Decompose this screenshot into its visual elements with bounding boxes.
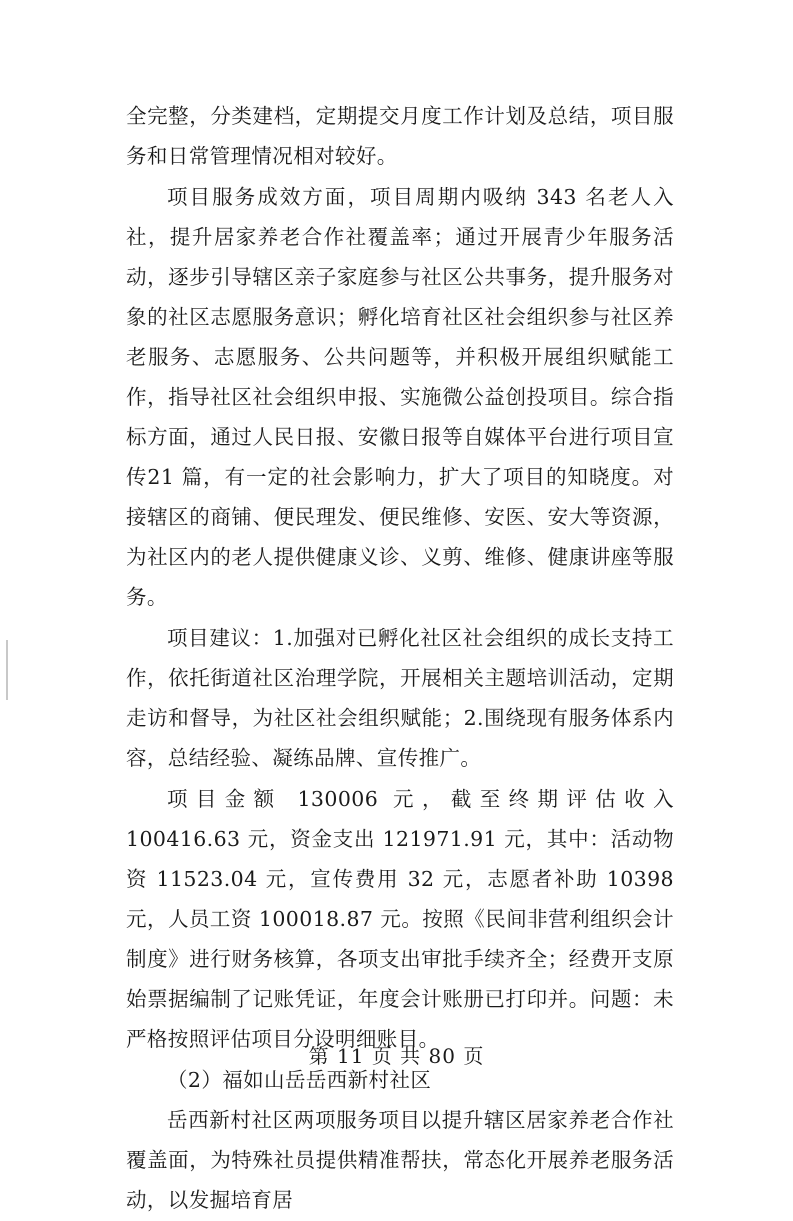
paragraph-continued: 全完整，分类建档，定期提交月度工作计划及总结，项目服务和日常管理情况相对较好。 (126, 104, 674, 168)
page-number-footer: 第 11 页 共 80 页 (308, 1044, 485, 1068)
paragraph-finance: 项目金额 130006 元，截至终期评估收入 100416.63 元，资金支出 121971.91 元，其中：活动物资 11523.04 元，宣传费用 32 元，志愿者补助 10398 元，人员工资 100018.87 元。按照《民间非营利组织会计制度》进行财务核算，各项支出审批手续齐全；经费开支原始票据编制了记账凭证，年度会计账册已打印并。问题：未严格按照评估项目分设明细账目。 (126, 787, 674, 1051)
scan-mark (6, 640, 8, 700)
section-heading: （2）福如山岳岳西新村社区 (167, 1068, 432, 1092)
paragraph-yuexi-intro: 岳西新村社区两项服务项目以提升辖区居家养老合作社覆盖面，为特殊社员提供精准帮扶，常态化开展养老服务活动，以发掘培育居 (126, 1108, 674, 1212)
paragraph-recommendations: 项目建议：1.加强对已孵化社区社会组织的成长支持工作，依托街道社区治理学院，开展相关主题培训活动，定期走访和督导，为社区社会组织赋能；2.围绕现有服务体系内容，总结经验、凝练品牌、宣传推广。 (126, 626, 674, 770)
paragraph-service-outcomes: 项目服务成效方面，项目周期内吸纳 343 名老人入社，提升居家养老合作社覆盖率；通过开展青少年服务活动，逐步引导辖区亲子家庭参与社区公共事务，提升服务对象的社区志愿服务意识；孵化培育社区社会组织参与社区养老服务、志愿服务、公共问题等，并积极开展组织赋能工作，指导社区社会组织申报、实施微公益创投项目。综合指标方面，通过人民日报、安徽日报等自媒体平台进行项目宣传21 篇，有一定的社会影响力，扩大了项目的知晓度。对接辖区的商铺、便民理发、便民维修、安医、安大等资源，为社区内的老人提供健康义诊、义剪、维修、健康讲座等服务。 (126, 185, 674, 609)
